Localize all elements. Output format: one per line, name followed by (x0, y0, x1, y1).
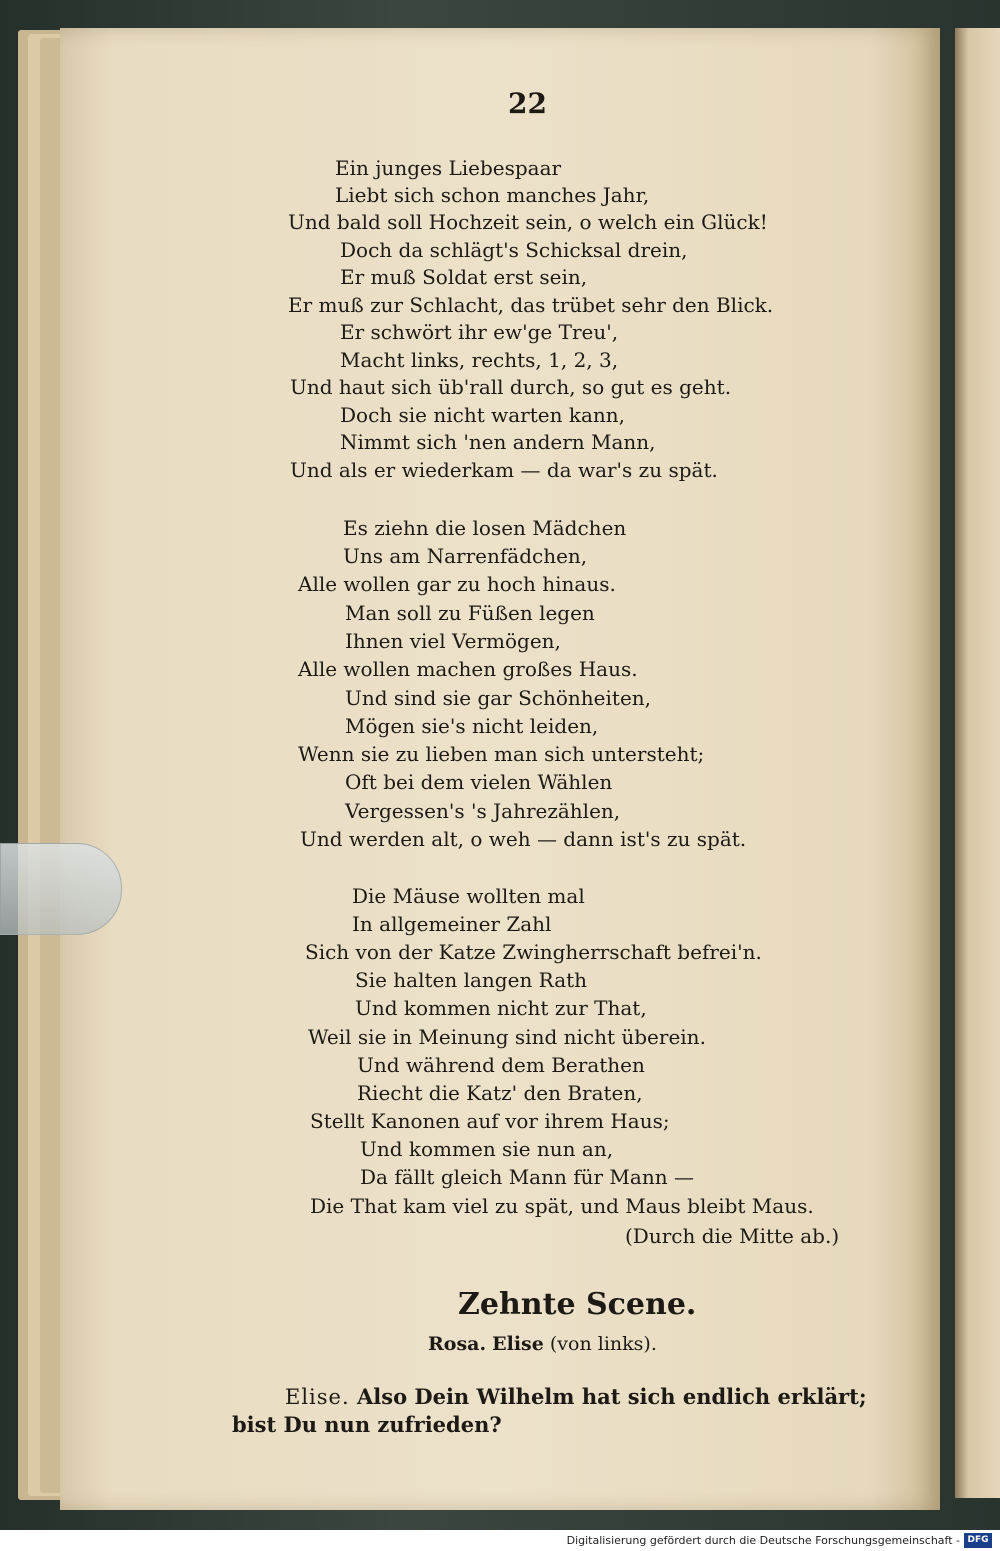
next-page-edge (955, 28, 1000, 1498)
verse-line: Und haut sich üb'rall durch, so gut es geht. (290, 375, 732, 399)
scene-title: Zehnte Scene. (458, 1287, 697, 1322)
verse-line: Die That kam viel zu spät, und Maus bleibt Maus. (310, 1194, 814, 1218)
verse-line: Die Mäuse wollten mal (352, 884, 585, 908)
verse-line: Ihnen viel Vermögen, (345, 629, 561, 653)
page-clip (0, 843, 122, 935)
scene-cast (428, 1335, 657, 1354)
footer-bar (0, 1530, 1000, 1551)
verse-line: Ein junges Liebespaar (335, 156, 562, 180)
verse-line: Wenn sie zu lieben man sich untersteht; (298, 742, 705, 766)
verse-line: Macht links, rechts, 1, 2, 3, (340, 348, 619, 372)
verse-line: Er muß Soldat erst sein, (340, 265, 588, 289)
verse-line: Und als er wiederkam — da war's zu spät. (290, 458, 718, 482)
verse-line: Alle wollen gar zu hoch hinaus. (298, 572, 616, 596)
verse-line: Oft bei dem vielen Wählen (345, 770, 613, 794)
verse-line: Und sind sie gar Schönheiten, (345, 686, 652, 710)
dfg-logo: DFG (964, 1533, 992, 1548)
verse-line: Sie halten langen Rath (355, 968, 588, 992)
verse-line: Da fällt gleich Mann für Mann — (360, 1165, 694, 1189)
speaker-name: Elise. (285, 1385, 350, 1409)
verse-line: Uns am Narrenfädchen, (343, 544, 588, 568)
verse-line: In allgemeiner Zahl (352, 912, 552, 936)
verse-line: Man soll zu Füßen legen (345, 601, 595, 625)
funding-credit: Digitalisierung gefördert durch die Deutsche Forschungsgemeinschaft - (566, 1534, 960, 1547)
verse-line: Doch sie nicht warten kann, (340, 403, 625, 427)
verse-line: Weil sie in Meinung sind nicht überein. (308, 1025, 706, 1049)
dialogue-text: Also Dein Wilhelm hat sich endlich erklärt; (356, 1384, 867, 1409)
verse-line: Liebt sich schon manches Jahr, (335, 183, 650, 207)
verse-line: Er schwört ihr ew'ge Treu', (340, 320, 619, 344)
cast-member-rosa: Rosa. (428, 1333, 487, 1355)
dialogue-continuation: bist Du nun zufrieden? (232, 1412, 502, 1437)
verse-line: Und während dem Berathen (357, 1053, 645, 1077)
verse-line: Sich von der Katze Zwingherrschaft befrei'n. (305, 940, 762, 964)
verse-line: Nimmt sich 'nen andern Mann, (340, 430, 656, 454)
cast-entry-note: (von links). (549, 1333, 657, 1355)
verse-line: Und kommen nicht zur That, (355, 996, 647, 1020)
stage-direction: (Durch die Mitte ab.) (625, 1224, 840, 1248)
verse-line: Mögen sie's nicht leiden, (345, 714, 599, 738)
verse-line: Er muß zur Schlacht, das trübet sehr den Blick. (288, 293, 774, 317)
verse-line: Es ziehn die losen Mädchen (343, 516, 627, 540)
verse-line: Riecht die Katz' den Braten, (357, 1081, 643, 1105)
verse-line: Doch da schlägt's Schicksal drein, (340, 238, 688, 262)
verse-line: Stellt Kanonen auf vor ihrem Haus; (310, 1109, 670, 1133)
verse-line: Alle wollen machen großes Haus. (298, 657, 638, 681)
page-number: 22 (508, 87, 547, 120)
dialogue-line (285, 1386, 867, 1408)
verse-line: Und kommen sie nun an, (360, 1137, 614, 1161)
verse-line: Und bald soll Hochzeit sein, o welch ein Glück! (288, 210, 768, 234)
verse-line: Und werden alt, o weh — dann ist's zu spät. (300, 827, 747, 851)
cast-member-elise: Elise (492, 1333, 544, 1355)
verse-line: Vergessen's 's Jahrezählen, (345, 799, 621, 823)
